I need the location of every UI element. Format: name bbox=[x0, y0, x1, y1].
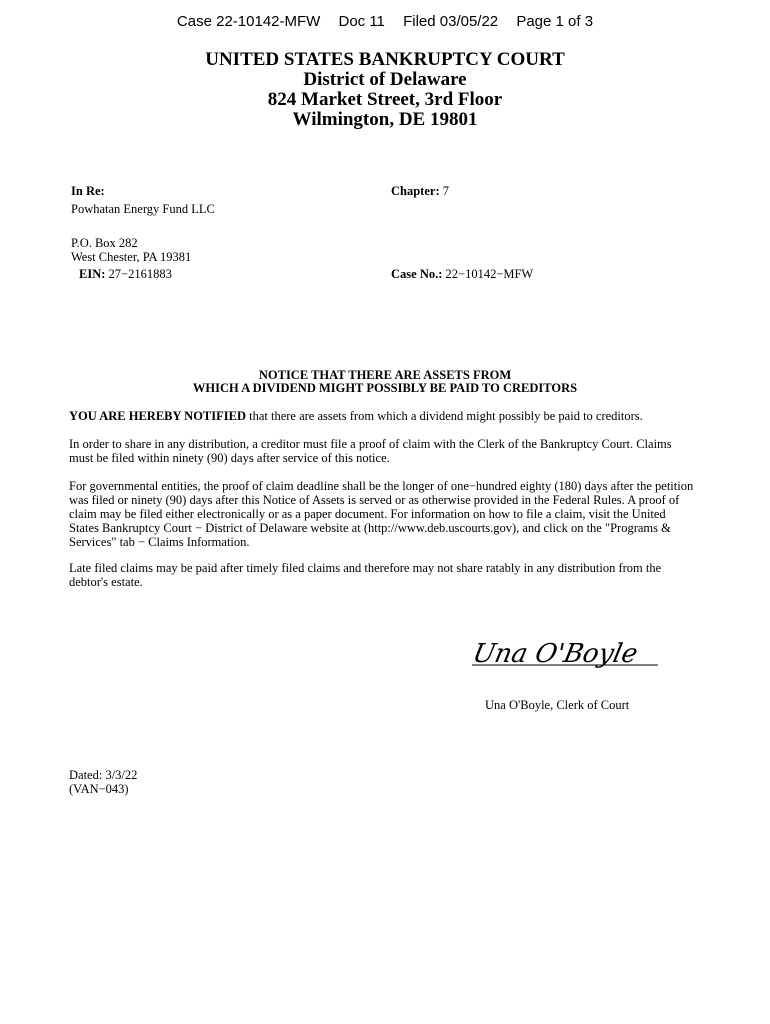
notice-paragraph-3: For governmental entities, the proof of claim deadline shall be the longer of one−hundred eighty (180) days after the petition was filed or ninety (90) days after this Notice of Assets is served or as otherwise provided in the Federal Rules. A proof of claim may be filed either electronically or as a paper document. For information on how to file a claim, visit the United States Bankruptcy Court − District of Delaware website at (http://www.deb.uscourts.gov), and click on the "Programs & Services" tab − Claims Information. bbox=[69, 479, 694, 549]
notice-title-line2: WHICH A DIVIDEND MIGHT POSSIBLY BE PAID TO CREDITORS bbox=[192, 381, 578, 395]
ein-value: 27−2161883 bbox=[108, 267, 172, 281]
notice-title-line1: NOTICE THAT THERE ARE ASSETS FROM bbox=[258, 368, 512, 382]
court-city: Wilmington, DE 19801 bbox=[292, 109, 478, 130]
court-district: District of Delaware bbox=[303, 69, 467, 90]
case-no-value: 22−10142−MFW bbox=[445, 267, 534, 281]
debtor-address-line2: West Chester, PA 19381 bbox=[71, 250, 192, 264]
notice-paragraph-4: Late filed claims may be paid after timely filed claims and therefore may not share ratably in any distribution from the debtor's estate. bbox=[69, 561, 662, 589]
stamp-page: Page 1 of 3 bbox=[516, 13, 594, 30]
chapter-label: Chapter: bbox=[391, 184, 440, 198]
notified-rest: that there are assets from which a dividend might possibly be paid to creditors. bbox=[246, 409, 643, 423]
form-code: (VAN−043) bbox=[69, 782, 129, 796]
chapter-info bbox=[391, 184, 449, 198]
notice-paragraph-2: In order to share in any distribution, a creditor must file a proof of claim with the Clerk of the Bankruptcy Court. Claims must be filed within ninety (90) days after service of this notice. bbox=[69, 437, 672, 465]
signature-script: Una O'Boyle bbox=[470, 639, 641, 669]
debtor-ein bbox=[79, 267, 172, 281]
chapter-value: 7 bbox=[442, 184, 449, 198]
court-name: UNITED STATES BANKRUPTCY COURT bbox=[205, 49, 565, 70]
dated: Dated: 3/3/22 bbox=[69, 768, 138, 782]
debtor-address-line1: P.O. Box 282 bbox=[71, 236, 138, 250]
case-number bbox=[391, 267, 533, 281]
filing-stamp bbox=[0, 13, 770, 30]
notice-paragraph-1 bbox=[69, 409, 699, 423]
court-street: 824 Market Street, 3rd Floor bbox=[267, 89, 503, 110]
debtor-name: Powhatan Energy Fund LLC bbox=[71, 202, 215, 216]
stamp-doc: Doc 11 bbox=[338, 13, 385, 30]
stamp-filed: Filed 03/05/22 bbox=[403, 13, 499, 30]
in-re-label: In Re: bbox=[71, 184, 105, 198]
ein-label: EIN: bbox=[79, 267, 106, 281]
clerk-signature bbox=[462, 622, 662, 682]
case-no-label: Case No.: bbox=[391, 267, 443, 281]
signature-graphic bbox=[462, 622, 662, 682]
signer-name: Una O'Boyle, Clerk of Court bbox=[485, 698, 630, 712]
notified-bold: YOU ARE HEREBY NOTIFIED bbox=[69, 409, 246, 423]
stamp-case: Case 22-10142-MFW bbox=[176, 13, 321, 30]
